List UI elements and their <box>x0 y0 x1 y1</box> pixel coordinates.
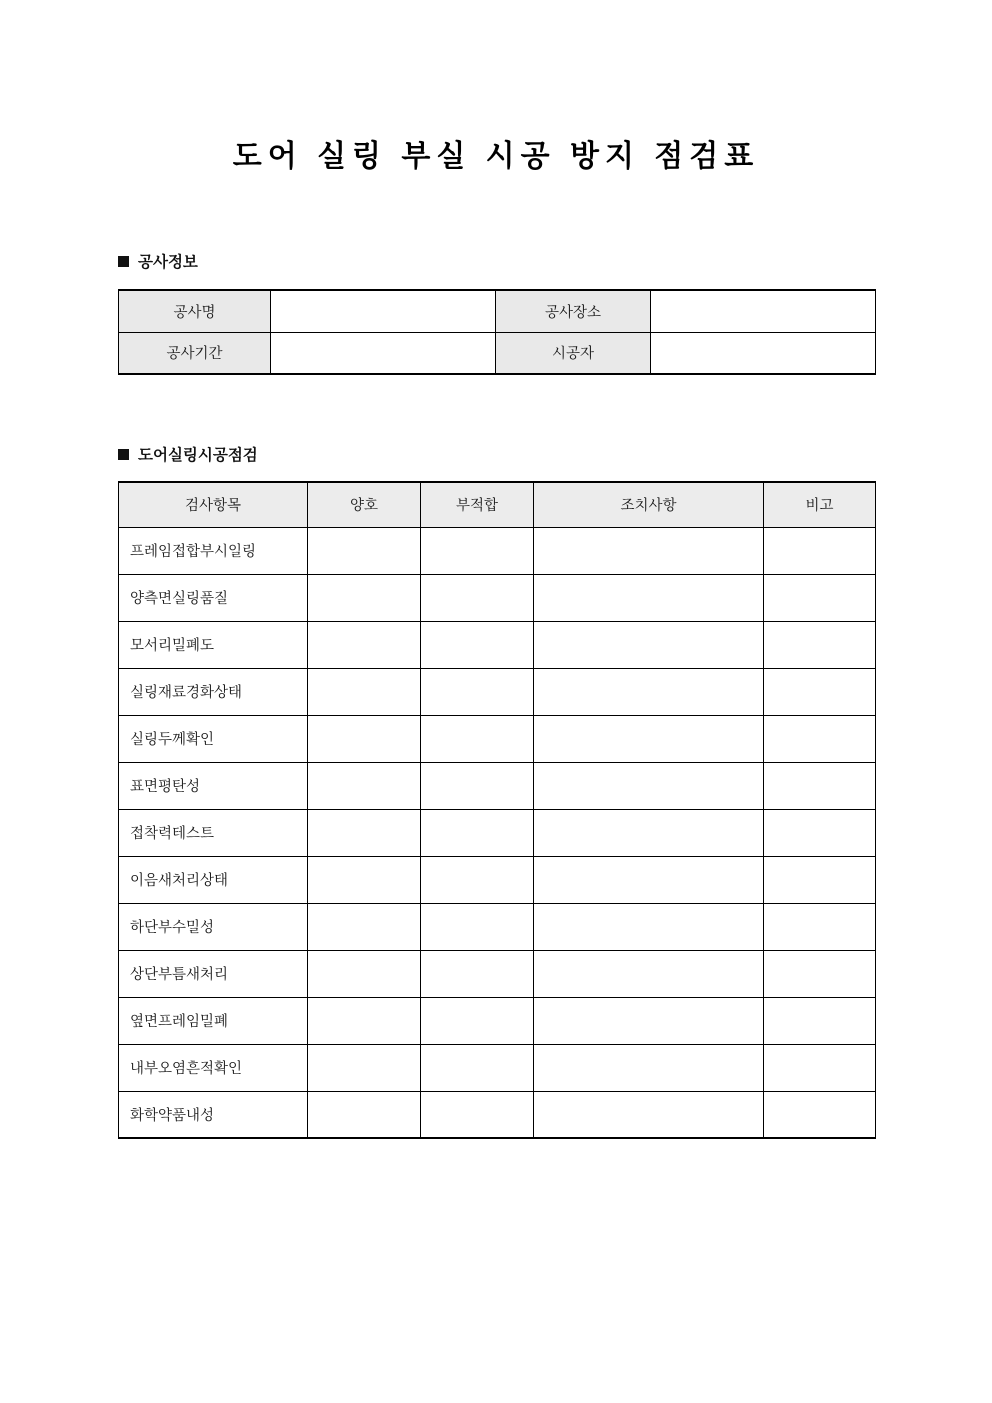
construction-info-table <box>118 289 876 375</box>
checkbox-cell-nonconforming[interactable] <box>421 950 534 997</box>
table-row <box>119 527 876 574</box>
action-input-cell[interactable] <box>534 856 764 903</box>
table-row <box>119 997 876 1044</box>
action-input-cell[interactable] <box>534 668 764 715</box>
remarks-input-cell[interactable] <box>764 856 876 903</box>
inspection-item-label: 화학약품내성 <box>119 1091 308 1138</box>
checkbox-cell-good[interactable] <box>308 668 421 715</box>
checkbox-cell-good[interactable] <box>308 997 421 1044</box>
table-row <box>119 809 876 856</box>
value-project-name[interactable] <box>271 290 496 332</box>
action-input-cell[interactable] <box>534 1044 764 1091</box>
checkbox-cell-nonconforming[interactable] <box>421 856 534 903</box>
inspection-item-label: 실링재료경화상태 <box>119 668 308 715</box>
table-row <box>119 762 876 809</box>
checkbox-cell-good[interactable] <box>308 621 421 668</box>
table-row <box>119 1091 876 1138</box>
table-row <box>119 903 876 950</box>
square-bullet-icon <box>118 256 129 267</box>
action-input-cell[interactable] <box>534 715 764 762</box>
remarks-input-cell[interactable] <box>764 668 876 715</box>
checkbox-cell-good[interactable] <box>308 1044 421 1091</box>
checkbox-cell-good[interactable] <box>308 903 421 950</box>
column-header-action: 조치사항 <box>534 482 764 527</box>
remarks-input-cell[interactable] <box>764 1091 876 1138</box>
remarks-input-cell[interactable] <box>764 621 876 668</box>
action-input-cell[interactable] <box>534 997 764 1044</box>
table-row <box>119 574 876 621</box>
value-contractor[interactable] <box>651 332 876 374</box>
table-row <box>119 1044 876 1091</box>
action-input-cell[interactable] <box>534 950 764 997</box>
checkbox-cell-good[interactable] <box>308 809 421 856</box>
square-bullet-icon <box>118 449 129 460</box>
checkbox-cell-nonconforming[interactable] <box>421 715 534 762</box>
checkbox-cell-nonconforming[interactable] <box>421 903 534 950</box>
checkbox-cell-good[interactable] <box>308 574 421 621</box>
action-input-cell[interactable] <box>534 621 764 668</box>
action-input-cell[interactable] <box>534 574 764 621</box>
column-header-good: 양호 <box>308 482 421 527</box>
checkbox-cell-nonconforming[interactable] <box>421 574 534 621</box>
inspection-item-label: 프레임접합부시일링 <box>119 527 308 574</box>
remarks-input-cell[interactable] <box>764 762 876 809</box>
section-heading-label: 공사정보 <box>138 254 198 271</box>
table-header-row <box>119 482 876 527</box>
remarks-input-cell[interactable] <box>764 903 876 950</box>
table-row <box>119 668 876 715</box>
label-project-location: 공사장소 <box>496 290 651 332</box>
sealing-inspection-table <box>118 481 876 1139</box>
inspection-item-label: 내부오염흔적확인 <box>119 1044 308 1091</box>
column-header-inspection-item: 검사항목 <box>119 482 308 527</box>
action-input-cell[interactable] <box>534 527 764 574</box>
checkbox-cell-nonconforming[interactable] <box>421 668 534 715</box>
table-row <box>119 856 876 903</box>
value-project-period[interactable] <box>271 332 496 374</box>
action-input-cell[interactable] <box>534 1091 764 1138</box>
inspection-item-label: 모서리밀폐도 <box>119 621 308 668</box>
table-row <box>119 621 876 668</box>
inspection-item-label: 하단부수밀성 <box>119 903 308 950</box>
checkbox-cell-good[interactable] <box>308 950 421 997</box>
remarks-input-cell[interactable] <box>764 997 876 1044</box>
column-header-nonconforming: 부적합 <box>421 482 534 527</box>
checkbox-cell-good[interactable] <box>308 856 421 903</box>
checkbox-cell-nonconforming[interactable] <box>421 809 534 856</box>
column-header-remarks: 비고 <box>764 482 876 527</box>
inspection-item-label: 이음새처리상태 <box>119 856 308 903</box>
checkbox-cell-good[interactable] <box>308 762 421 809</box>
remarks-input-cell[interactable] <box>764 809 876 856</box>
table-row <box>119 715 876 762</box>
table-row <box>119 950 876 997</box>
label-contractor: 시공자 <box>496 332 651 374</box>
inspection-item-label: 실링두께확인 <box>119 715 308 762</box>
checkbox-cell-nonconforming[interactable] <box>421 621 534 668</box>
checkbox-cell-good[interactable] <box>308 527 421 574</box>
label-project-name: 공사명 <box>119 290 271 332</box>
section-heading-sealing-inspection <box>118 443 258 465</box>
table-row <box>119 290 876 332</box>
section-heading-label: 도어실링시공점검 <box>138 447 258 464</box>
action-input-cell[interactable] <box>534 762 764 809</box>
inspection-item-label: 옆면프레임밀폐 <box>119 997 308 1044</box>
action-input-cell[interactable] <box>534 903 764 950</box>
checkbox-cell-nonconforming[interactable] <box>421 527 534 574</box>
remarks-input-cell[interactable] <box>764 527 876 574</box>
checkbox-cell-nonconforming[interactable] <box>421 762 534 809</box>
section-heading-construction-info <box>118 250 198 272</box>
inspection-item-label: 상단부틈새처리 <box>119 950 308 997</box>
remarks-input-cell[interactable] <box>764 574 876 621</box>
inspection-item-label: 접착력테스트 <box>119 809 308 856</box>
checkbox-cell-good[interactable] <box>308 715 421 762</box>
inspection-item-label: 양측면실링품질 <box>119 574 308 621</box>
action-input-cell[interactable] <box>534 809 764 856</box>
checkbox-cell-good[interactable] <box>308 1091 421 1138</box>
checkbox-cell-nonconforming[interactable] <box>421 1091 534 1138</box>
value-project-location[interactable] <box>651 290 876 332</box>
checkbox-cell-nonconforming[interactable] <box>421 997 534 1044</box>
remarks-input-cell[interactable] <box>764 1044 876 1091</box>
inspection-item-label: 표면평탄성 <box>119 762 308 809</box>
remarks-input-cell[interactable] <box>764 950 876 997</box>
table-row <box>119 332 876 374</box>
remarks-input-cell[interactable] <box>764 715 876 762</box>
page-title: 도어 실링 부실 시공 방지 점검표 <box>232 140 760 173</box>
checkbox-cell-nonconforming[interactable] <box>421 1044 534 1091</box>
label-project-period: 공사기간 <box>119 332 271 374</box>
